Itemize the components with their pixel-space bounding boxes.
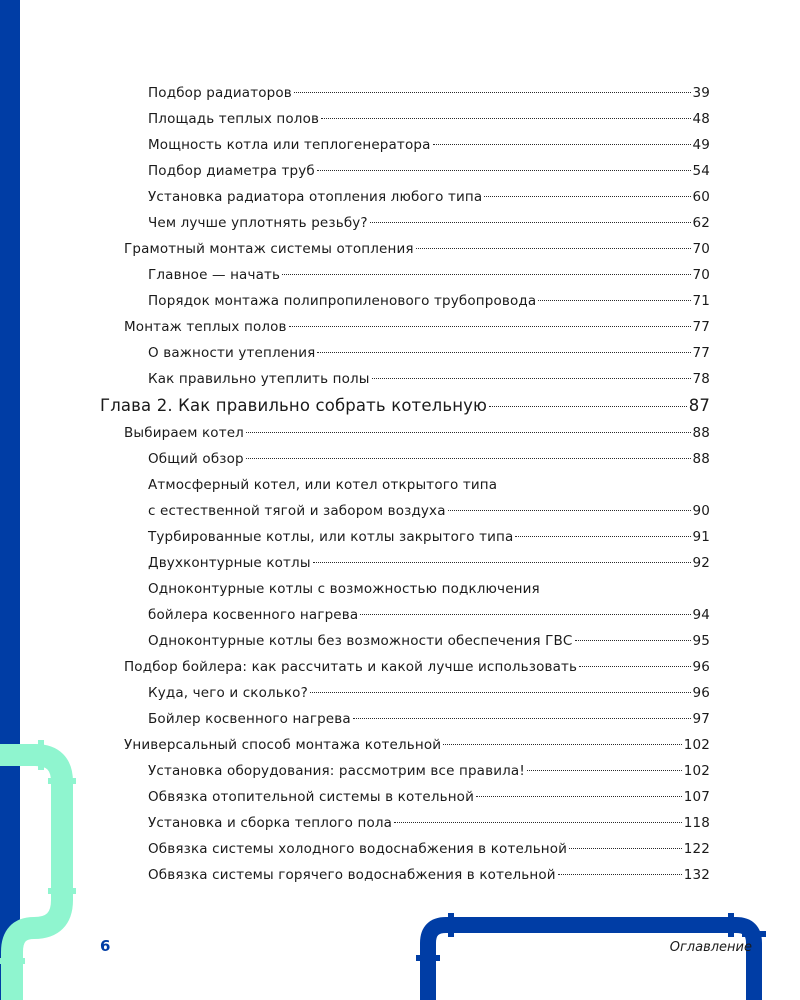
toc-dot-leader [416,248,691,249]
toc-entry-page: 96 [692,659,710,675]
toc-entry-page: 88 [692,425,710,441]
toc-dot-leader [558,874,682,875]
toc-entry[interactable] [100,366,710,392]
toc-entry-title: Атмосферный котел, или котел открытого типа [148,477,498,493]
toc-entry-page: 118 [683,815,710,831]
toc-dot-leader [370,222,691,223]
toc-entry-page: 91 [692,529,710,545]
toc-entry-title: Обвязка системы холодного водоснабжения в котельной [148,841,568,857]
toc-dot-leader [317,170,691,171]
toc-entry-title: Мощность котла или теплогенератора [148,137,431,153]
toc-entry-page: 107 [683,789,710,805]
toc-entry-title: Бойлер косвенного нагрева [148,711,351,727]
toc-dot-leader [394,822,682,823]
running-header-title: Оглавление [669,940,752,955]
toc-entry-title: Установка оборудования: рассмотрим все правила! [148,763,525,779]
toc-entry-page: 49 [692,137,710,153]
toc-dot-leader [310,692,691,693]
toc-entry-page: 96 [692,685,710,701]
toc-entry[interactable] [100,446,710,472]
toc-entry[interactable] [100,524,710,550]
toc-entry-page: 87 [688,396,710,415]
toc-dot-leader [484,196,690,197]
toc-entry[interactable] [100,236,710,262]
toc-dot-leader [448,510,691,511]
toc-entry[interactable] [100,706,710,732]
toc-dot-leader [360,614,690,615]
toc-dot-leader [476,796,682,797]
toc-entry[interactable] [100,550,710,576]
toc-dot-leader [527,770,682,771]
toc-entry-title: Площадь теплых полов [148,111,320,127]
toc-entry[interactable] [100,80,710,106]
toc-entry-page: 97 [692,711,710,727]
toc-entry[interactable] [100,602,710,628]
toc-entry-title: бойлера косвенного нагрева [148,607,359,623]
toc-dot-leader [569,848,682,849]
toc-entry-title: Установка радиатора отопления любого типа [148,189,483,205]
toc-entry-title: Одноконтурные котлы без возможности обеспечения ГВС [148,633,573,649]
toc-entry[interactable] [100,420,710,446]
toc-dot-leader [321,118,690,119]
toc-entry-page: 77 [692,319,710,335]
toc-entry[interactable] [100,340,710,366]
toc-entry-title: Грамотный монтаж системы отопления [124,241,414,257]
toc-entry[interactable] [100,106,710,132]
toc-dot-leader [294,92,691,93]
toc-dot-leader [289,326,691,327]
toc-entry[interactable] [100,498,710,524]
toc-entry-title: Подбор бойлера: как рассчитать и какой лучше использовать [124,659,578,675]
toc-dot-leader [246,432,691,433]
toc-dot-leader [443,744,682,745]
toc-entry-title: Установка и сборка теплого пола [148,815,393,831]
toc-entry-page: 95 [692,633,710,649]
toc-entry[interactable] [100,472,710,498]
toc-dot-leader [579,666,690,667]
toc-entry-page: 62 [692,215,710,231]
toc-entry-title: Обвязка системы горячего водоснабжения в котельной [148,867,556,883]
toc-entry[interactable] [100,262,710,288]
toc-dot-leader [353,718,691,719]
toc-entry-title: Как правильно утеплить полы [148,371,370,387]
toc-entry-page: 70 [692,241,710,257]
toc-entry[interactable] [100,758,710,784]
toc-entry-page: 122 [683,841,710,857]
toc-entry-page: 94 [692,607,710,623]
toc-entry-title: Куда, чего и сколько? [148,685,308,701]
toc-entry-page: 102 [683,737,710,753]
toc-entry[interactable] [100,836,710,862]
mint-pipe-decoration [0,740,90,1000]
toc-entry-title: Главное — начать [148,267,281,283]
toc-entry[interactable] [100,576,710,602]
toc-entry-title: Глава 2. Как правильно собрать котельную [100,396,488,415]
toc-entry-title: О важности утепления [148,345,316,361]
toc-dot-leader [489,406,687,407]
toc-entry[interactable] [100,810,710,836]
toc-entry[interactable] [100,628,710,654]
toc-dot-leader [313,562,691,563]
toc-dot-leader [246,458,691,459]
toc-entry-page: 77 [692,345,710,361]
toc-entry-title: Подбор радиаторов [148,85,292,101]
toc-entry-page: 60 [692,189,710,205]
toc-entry-title: Общий обзор [148,451,244,467]
toc-entry[interactable] [100,680,710,706]
toc-entry-page: 54 [692,163,710,179]
toc-entry[interactable] [100,732,710,758]
toc-entry-page: 88 [692,451,710,467]
toc-entry-title: Подбор диаметра труб [148,163,315,179]
toc-dot-leader [317,352,690,353]
toc-entry-page: 70 [692,267,710,283]
toc-entry-page: 39 [692,85,710,101]
toc-entry[interactable] [100,654,710,680]
toc-entry-title: Обвязка отопительной системы в котельной [148,789,475,805]
toc-entry-page: 90 [692,503,710,519]
toc-entry-page: 48 [692,111,710,127]
toc-entry-title: Чем лучше уплотнять резьбу? [148,215,368,231]
toc-entry-title: Двухконтурные котлы [148,555,311,571]
toc-entry-title: с естественной тягой и забором воздуха [148,503,446,519]
toc-entry[interactable] [100,784,710,810]
toc-entry[interactable] [100,210,710,236]
toc-entry-title: Турбированные котлы, или котлы закрытого типа [148,529,514,545]
toc-entry-title: Универсальный способ монтажа котельной [124,737,442,753]
toc-dot-leader [372,378,691,379]
page-number: 6 [100,937,111,955]
toc-entry-page: 78 [692,371,710,387]
toc-dot-leader [433,144,691,145]
toc-entry[interactable] [100,158,710,184]
toc-entry-page: 71 [692,293,710,309]
toc-entry-page: 132 [683,867,710,883]
toc-entry[interactable] [100,314,710,340]
toc-entry-title: Одноконтурные котлы с возможностью подключения [148,581,540,597]
toc-entry[interactable] [100,132,710,158]
toc-entry[interactable] [100,288,710,314]
toc-entry-title: Порядок монтажа полипропиленового трубопровода [148,293,537,309]
toc-entry[interactable] [100,184,710,210]
toc-entry[interactable] [100,862,710,888]
toc-chapter-entry[interactable] [100,392,710,420]
table-of-contents [100,80,710,888]
toc-dot-leader [282,274,690,275]
toc-entry-title: Выбираем котел [124,425,244,441]
toc-entry-page: 92 [692,555,710,571]
toc-dot-leader [575,640,691,641]
toc-dot-leader [515,536,690,537]
toc-dot-leader [538,300,690,301]
toc-entry-page: 102 [683,763,710,779]
toc-entry-title: Монтаж теплых полов [124,319,287,335]
